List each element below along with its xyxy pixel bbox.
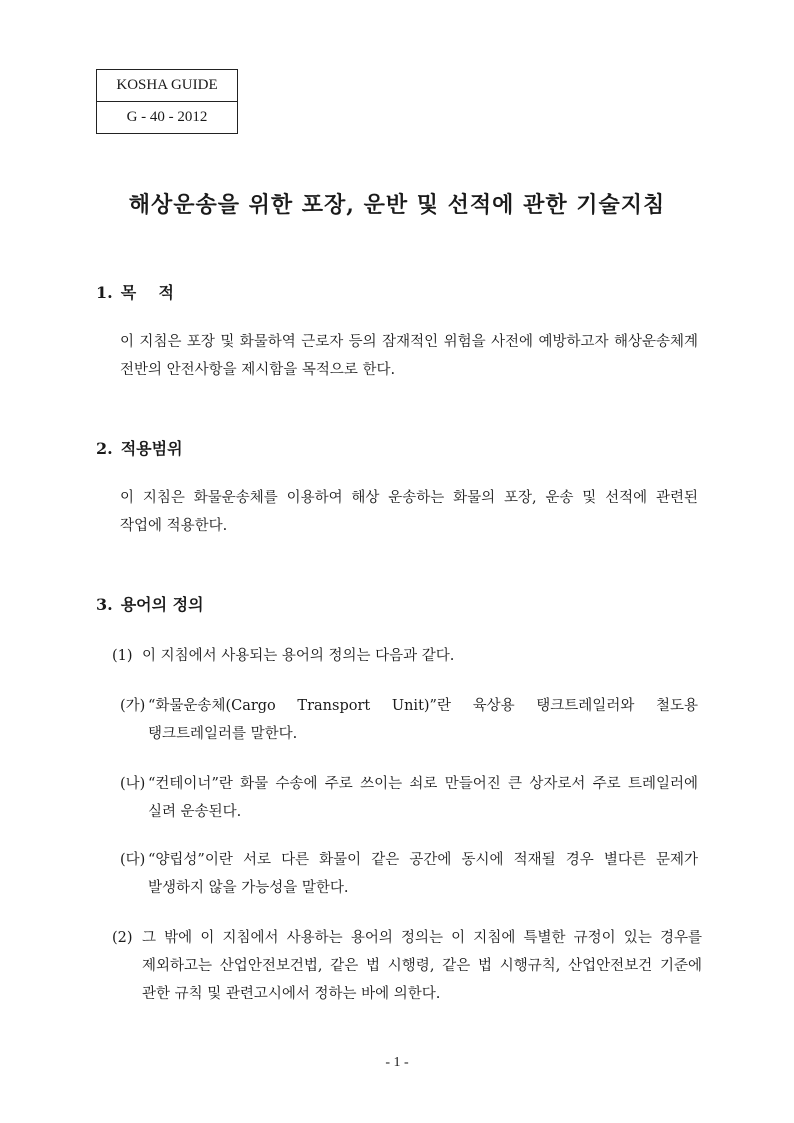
section-scope-heading <box>96 436 183 459</box>
guide-code: G - 40 - 2012 <box>97 101 237 133</box>
definition-sub-item-a <box>120 692 698 748</box>
item-text: “컨테이너”란 화물 수송에 주로 쓰이는 쇠로 만들어진 큰 상자로서 주로 트레일러에 실려 운송된다. <box>148 776 698 820</box>
section-title: 적용범위 <box>120 439 183 458</box>
document-title: 해상운송을 위한 포장, 운반 및 선적에 관한 기술지침 <box>128 192 666 218</box>
guide-code-box <box>96 69 238 134</box>
item-marker: (2) <box>112 930 133 946</box>
section-scope-body: 이 지침은 화물운송체를 이용하여 해상 운송하는 화물의 포장, 운송 및 선적에 관련된 작업에 적용한다. <box>120 490 698 534</box>
item-text: 그 밖에 이 지침에서 사용하는 용어의 정의는 이 지침에 특별한 규정이 있는 경우를 제외하고는 산업안전보건법, 같은 법 시행령, 같은 법 시행규칙, 산업안전보건 기준에 관한 규칙 및 관련고시에서 정하는 바에 의한다. <box>142 930 702 1002</box>
item-marker: (나) <box>120 776 146 792</box>
item-marker: (1) <box>112 648 133 664</box>
section-number: 1. <box>96 283 113 302</box>
definition-item-2 <box>112 924 702 1008</box>
item-marker: (다) <box>120 852 146 868</box>
section-purpose-heading <box>96 280 174 303</box>
page-number: - 1 - <box>385 1055 409 1070</box>
item-text: 이 지침에서 사용되는 용어의 정의는 다음과 같다. <box>142 648 455 664</box>
guide-label: KOSHA GUIDE <box>116 77 218 93</box>
section-title: 용어의 정의 <box>120 595 204 614</box>
item-text: “화물운송체(Cargo Transport Unit)”란 육상용 탱크트레일러와 철도용 탱크트레일러를 말한다. <box>148 698 698 742</box>
section-number: 3. <box>96 595 113 614</box>
section-definitions-heading <box>96 592 204 615</box>
section-number: 2. <box>96 439 113 458</box>
section-purpose-body: 이 지침은 포장 및 화물하역 근로자 등의 잠재적인 위험을 사전에 예방하고자 해상운송체계 전반의 안전사항을 제시함을 목적으로 한다. <box>120 334 698 378</box>
definition-sub-item-b <box>120 770 698 826</box>
item-text: “양립성”이란 서로 다른 화물이 같은 공간에 동시에 적재될 경우 별다른 문제가 발생하지 않을 가능성을 말한다. <box>148 852 698 896</box>
definition-sub-item-c <box>120 846 698 902</box>
section-title: 목 적 <box>120 283 174 302</box>
definition-item-1 <box>112 642 702 670</box>
item-marker: (가) <box>120 698 146 714</box>
